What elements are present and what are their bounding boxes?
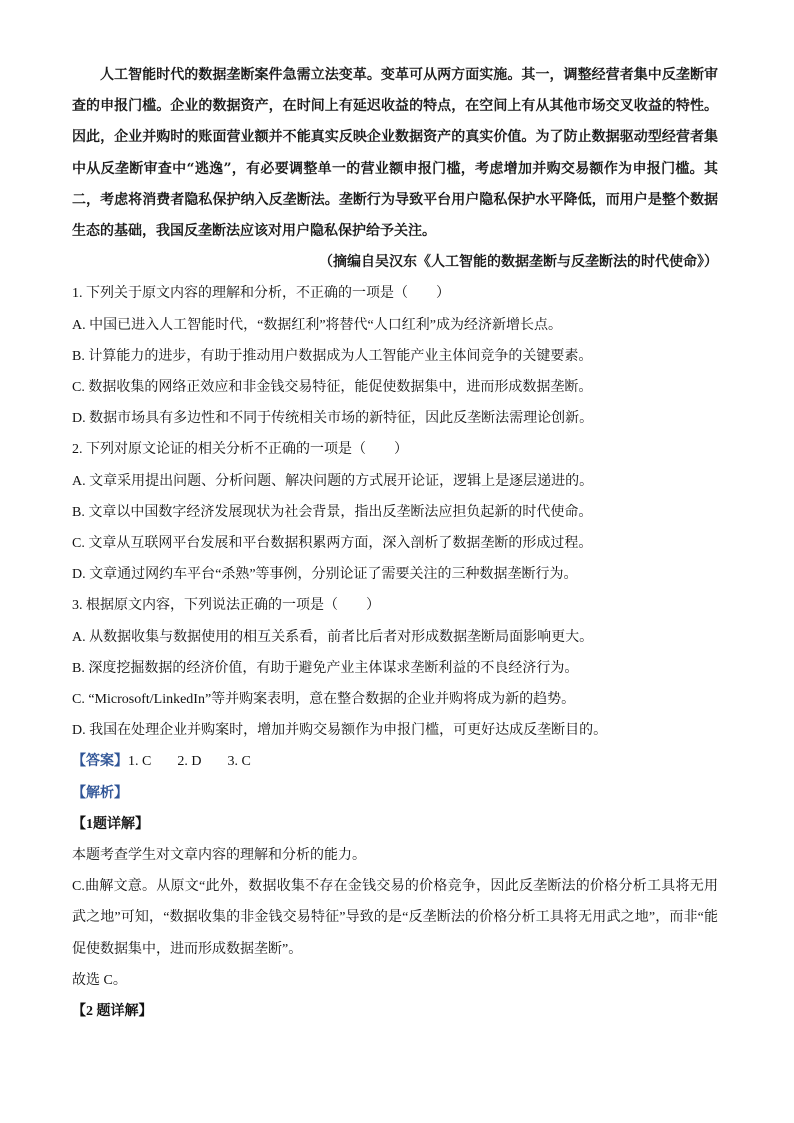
answer-item-2: 2. D bbox=[177, 754, 202, 770]
analysis-paragraph: 故选 C。 bbox=[72, 972, 127, 988]
question-stem: 1. 下列关于原文内容的理解和分析，不正确的一项是（ ） bbox=[72, 286, 450, 302]
analysis-paragraph: C.曲解文意。从原文“此外，数据收集不存在金钱交易的价格竞争，因此反垄断法的价格分析工具将无用武之地”可知，“数据收集的非金钱交易特征”导致的是“反垄断法的价格分析工具将无用武之地”，而非“能促使数据集中，进而形成数据垄断”。 bbox=[72, 879, 718, 957]
answer-label: 【答案】 bbox=[72, 754, 128, 770]
question-option-c: C. 数据收集的网络正效应和非金钱交易特征，能促使数据集中，进而形成数据垄断。 bbox=[72, 380, 593, 396]
answer-row bbox=[72, 746, 718, 777]
question-2 bbox=[72, 434, 718, 590]
question-option-d: D. 文章通过网约车平台“杀熟”等事例，分别论证了需要关注的三种数据垄断行为。 bbox=[72, 567, 578, 583]
analysis-row bbox=[72, 778, 718, 809]
analysis-section-2 bbox=[72, 996, 718, 1027]
question-3 bbox=[72, 590, 718, 746]
question-stem: 2. 下列对原文论证的相关分析不正确的一项是（ ） bbox=[72, 442, 408, 458]
question-stem: 3. 根据原文内容，下列说法正确的一项是（ ） bbox=[72, 598, 380, 614]
question-option-d: D. 我国在处理企业并购案时，增加并购交易额作为申报门槛，可更好达成反垄断目的。 bbox=[72, 723, 608, 739]
question-option-b: B. 文章以中国数字经济发展现状为社会背景，指出反垄断法应担负起新的时代使命。 bbox=[72, 504, 593, 520]
analysis-paragraph: 本题考查学生对文章内容的理解和分析的能力。 bbox=[72, 848, 366, 864]
analysis-label: 【解析】 bbox=[72, 785, 128, 801]
question-option-c: C. “Microsoft/LinkedIn”等并购案表明，意在整合数据的企业并购将成为新的趋势。 bbox=[72, 692, 576, 708]
section-heading: 【1题详解】 bbox=[72, 816, 149, 832]
question-option-d: D. 数据市场具有多边性和不同于传统相关市场的新特征，因此反垄断法需理论创新。 bbox=[72, 411, 594, 427]
question-option-b: B. 深度挖掘数据的经济价值，有助于避免产业主体谋求垄断利益的不良经济行为。 bbox=[72, 660, 579, 676]
passage-paragraph: 人工智能时代的数据垄断案件急需立法变革。变革可从两方面实施。其一，调整经营者集中反垄断审查的申报门槛。企业的数据资产，在时间上有延迟收益的特点，在空间上有从其他市场交叉收益的特性。因此，企业并购时的账面营业额并不能真实反映企业数据资产的真实价值。为了防止数据驱动型经营者集中从反垄断审查中“逃逸”，有必要调整单一的营业额申报门槛，考虑增加并购交易额作为申报门槛。其二，考虑将消费者隐私保护纳入反垄断法。垄断行为导致平台用户隐私保护水平降低，而用户是整个数据生态的基础，我国反垄断法应该对用户隐私保护给予关注。 bbox=[72, 67, 718, 240]
section-heading: 【2 题详解】 bbox=[72, 1004, 153, 1020]
question-option-a: A. 中国已进入人工智能时代，“数据红利”将替代“人口红利”成为经济新增长点。 bbox=[72, 317, 562, 333]
answer-item-3: 3. C bbox=[227, 754, 251, 770]
analysis-section-1 bbox=[72, 809, 718, 996]
question-option-a: A. 从数据收集与数据使用的相互关系看，前者比后者对形成数据垄断局面影响更大。 bbox=[72, 629, 594, 645]
answer-item-1: 1. C bbox=[128, 754, 152, 770]
document-page bbox=[72, 60, 718, 1027]
question-option-c: C. 文章从互联网平台发展和平台数据积累两方面，深入剖析了数据垄断的形成过程。 bbox=[72, 536, 593, 552]
passage-source-citation: （摘编自吴汉东《人工智能的数据垄断与反垄断法的时代使命》） bbox=[319, 254, 718, 271]
question-option-a: A. 文章采用提出问题、分析问题、解决问题的方式展开论证，逻辑上是逐层递进的。 bbox=[72, 473, 594, 489]
question-1 bbox=[72, 278, 718, 434]
question-option-b: B. 计算能力的进步，有助于推动用户数据成为人工智能产业主体间竞争的关键要素。 bbox=[72, 348, 593, 364]
